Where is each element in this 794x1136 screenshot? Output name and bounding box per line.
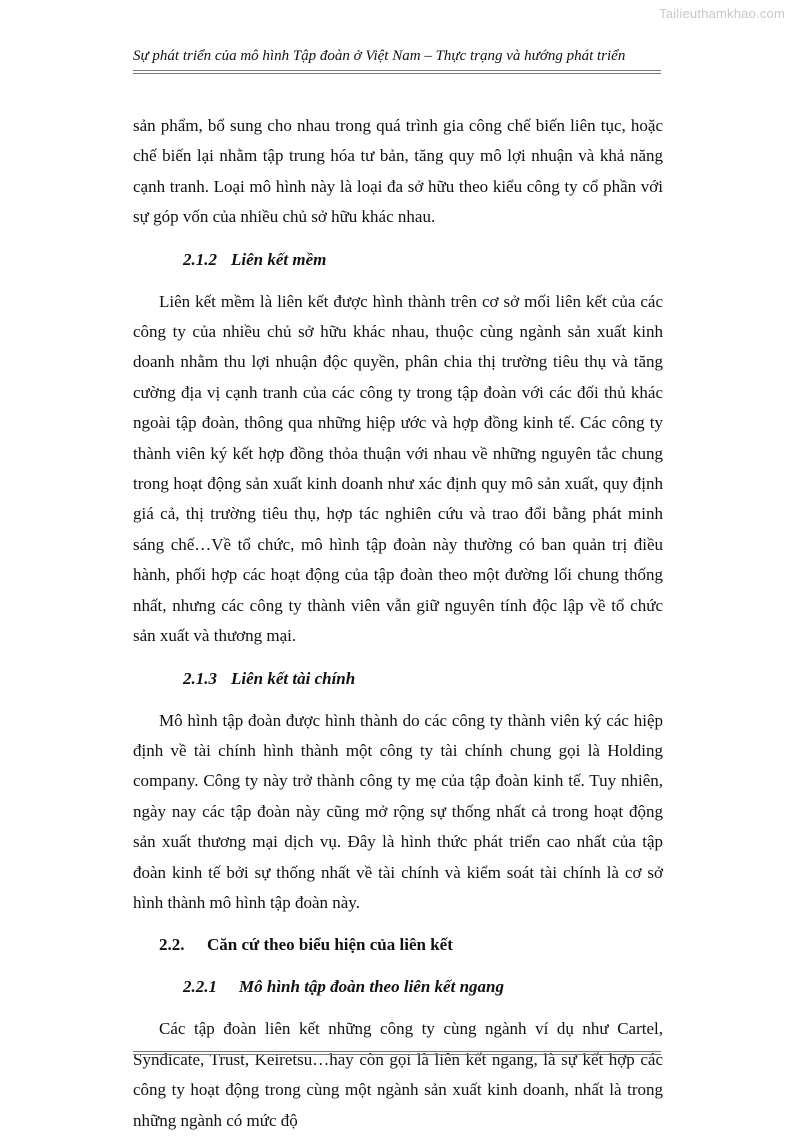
header-rule-bottom xyxy=(133,73,661,74)
heading-title: Liên kết mềm xyxy=(231,249,327,269)
heading-number: 2.1.3 xyxy=(183,668,217,688)
paragraph-2-1-3: Mô hình tập đoàn được hình thành do các công ty thành viên ký các hiệp định về tài chính hình thành một công ty tài chính chung gọi là Holding company. Công ty này trở thành công ty mẹ của tập đoàn kinh tế. Tuy nhiên, ngày nay các tập đoàn này cũng mở rộng sự thống nhất cả trong hoạt động sản xuất thương mại dịch vụ. Đây là hình thức phát triển cao nhất của tập đoàn kinh tế bởi sự thống nhất về tài chính và kiểm soát tài chính là cơ sở hình thành mô hình tập đoàn này. xyxy=(133,710,663,912)
heading-number: 2.2. xyxy=(159,935,185,955)
page-header: Sự phát triển của mô hình Tập đoàn ở Việt Nam – Thực trạng và hướng phát triển xyxy=(133,48,626,64)
footer-rule-bottom xyxy=(133,1054,661,1055)
heading-2-2 xyxy=(159,930,663,960)
heading-title: Mô hình tập đoàn theo liên kết ngang xyxy=(239,977,504,997)
heading-title: Liên kết tài chính xyxy=(231,668,356,688)
page-body xyxy=(133,111,663,1136)
heading-2-1-2 xyxy=(183,245,663,275)
paragraph-2-1-2: Liên kết mềm là liên kết được hình thành trên cơ sở mối liên kết của các công ty của nhiều chủ sở hữu khác nhau, thuộc cùng ngành sản xuất kinh doanh nhằm thu lợi nhuận độc quyền, phân chia thị trường tiêu thụ và tăng cường địa vị cạnh tranh của các công ty trong tập đoàn với các đối thủ khác ngoài tập đoàn, thông qua những hiệp ước và hợp đồng kinh tế. Các công ty thành viên ký kết hợp đồng thỏa thuận với nhau về những nguyên tắc chung trong hoạt động sản xuất kinh doanh như xác định quy mô sản xuất, quy định giá cả, thị trường tiêu thụ, hợp tác nghiên cứu và trao đổi bằng phát minh sáng chế…Về tổ chức, mô hình tập đoàn này thường có ban quản trị điều hành, phối hợp các hoạt động của tập đoàn theo một đường lối chung thống nhất, nhưng các công ty thành viên vẫn giữ nguyên tính độc lập về tổ chức sản xuất và thương mại. xyxy=(133,291,663,646)
footer-rule-top xyxy=(133,1051,661,1052)
heading-number: 2.1.2 xyxy=(183,249,217,269)
heading-title: Căn cứ theo biểu hiện của liên kết xyxy=(207,935,453,955)
watermark: Tailieuthamkhao.com xyxy=(659,6,785,21)
heading-2-1-3 xyxy=(183,664,663,694)
paragraph-2-2-1: Các tập đoàn liên kết những công ty cùng ngành ví dụ như Cartel, Syndicate, Trust, Keiretsu…hay còn gọi là liên kết ngang, là sự kết hợp các công ty hoạt động trong cùng một ngành sản xuất kinh doanh, nhất là trong những ngành có mức độ xyxy=(133,1019,663,1130)
header-rule-top xyxy=(133,70,661,71)
intro-paragraph: sản phẩm, bổ sung cho nhau trong quá trình gia công chế biến liên tục, hoặc chế biến lại nhằm tập trung hóa tư bản, tăng quy mô lợi nhuận và khả năng cạnh tranh. Loại mô hình này là loại đa sở hữu theo kiểu công ty cổ phần với sự góp vốn của nhiều chủ sở hữu khác nhau. xyxy=(133,116,663,227)
heading-number: 2.2.1 xyxy=(183,977,217,997)
heading-2-2-1 xyxy=(183,972,663,1002)
